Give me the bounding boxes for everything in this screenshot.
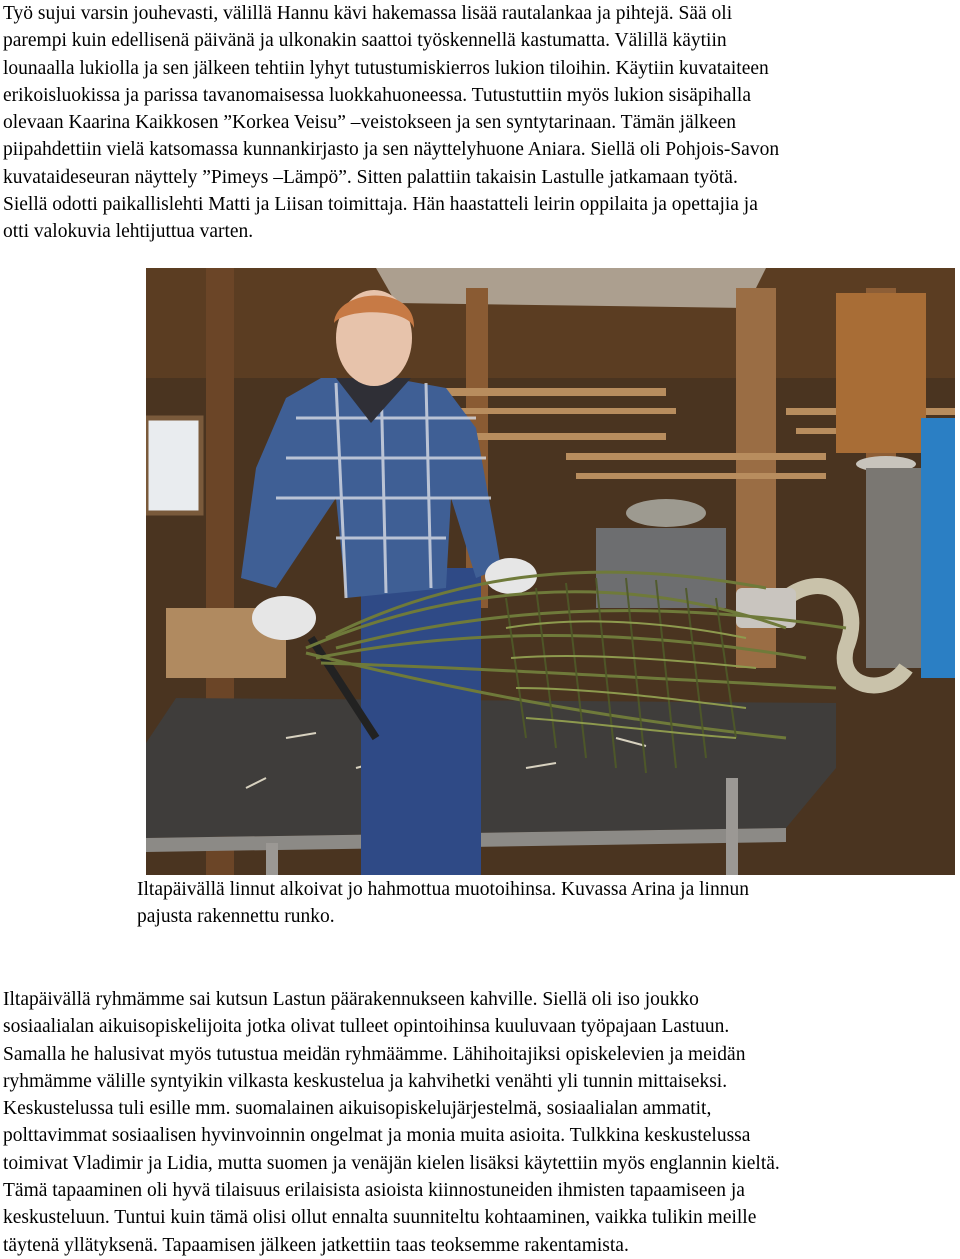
- text-line: keskusteluun. Tuntui kuin tämä olisi ollut ennalta suunniteltu kohtaaminen, vaikka tulikin meille: [3, 1207, 757, 1229]
- text-line: Iltapäivällä ryhmämme sai kutsun Lastun päärakennukseen kahville. Siellä oli iso joukko: [3, 989, 699, 1010]
- text-line: Samalla he halusivat myös tutustua meidän ryhmäämme. Lähihoitajiksi opiskelevien ja meidän: [3, 1043, 746, 1065]
- text-line: Siellä odotti paikallislehti Matti ja Liisan toimittaja. Hän haastatteli leirin oppilaita ja opettajia ja: [3, 194, 758, 216]
- text-line: polttavimmat sosiaalisen hyvinvoinnin ongelmat ja monia muita asioita. Tulkkina keskustelussa: [3, 1125, 751, 1147]
- text-line: otti valokuvia lehtijuttua varten.: [3, 221, 254, 243]
- text-line: piipahdettiin vielä katsomassa kunnankirjasto ja sen näyttelyhuone Aniara. Siellä oli Pohjois-Savon: [3, 139, 780, 161]
- photo-caption: [137, 876, 937, 931]
- text-line: ryhmämme välille syntyikin vilkasta keskustelua ja kahvihetki venähti yli tunnin mittaiseksi.: [3, 1070, 728, 1092]
- text-line: täytenä yllätyksenä. Tapaamisen jälkeen jatkettiin taas teoksemme rakentamista.: [3, 1234, 629, 1256]
- workshop-photo: [146, 268, 955, 875]
- text-line: erikoisluokissa ja parissa tavanomaisessa luokkahuoneessa. Tutustuttiin myös lukion sisäpihalla: [3, 84, 751, 106]
- paragraph-afternoon: [3, 986, 953, 1259]
- text-line: olevaan Kaarina Kaikkosen ”Korkea Veisu” –veistokseen ja sen syntytarinaan. Tämän jälkeen: [3, 112, 736, 134]
- paragraph-intro: [3, 0, 953, 246]
- text-line: lounaalla lukiolla ja sen jälkeen tehtiin lyhyt tutustumiskierros lukion tiloihin. Käytiin kuvataiteen: [3, 57, 769, 79]
- text-line: Tämä tapaaminen oli hyvä tilaisuus erilaisista asioista kiinnostuneiden ihmisten tapaamiseen ja: [3, 1180, 745, 1202]
- text-line: Keskustelussa tuli esille mm. suomalainen aikuisopiskelujärjestelmä, sosiaalialan ammatit,: [3, 1098, 712, 1120]
- text-line: toimivat Vladimir ja Lidia, mutta suomen ja venäjän kielen lisäksi käytettiin myös englannin kieltä.: [3, 1152, 780, 1174]
- text-line: sosiaalialan aikuisopiskelijoita jotka olivat tulleet opintoihinsa kuuluvaan työpajaan Lastuun.: [3, 1016, 730, 1038]
- caption-line: Iltapäivällä linnut alkoivat jo hahmottua muotoihinsa. Kuvassa Arina ja linnun: [137, 879, 749, 900]
- caption-line: pajusta rakennettu runko.: [137, 906, 335, 928]
- text-line: parempi kuin edellisenä päivänä ja ulkonakin saattoi työskennellä kastumatta. Välillä käytiin: [3, 30, 727, 52]
- text-line: Työ sujui varsin jouhevasti, välillä Hannu kävi hakemassa lisää rautalankaa ja pihtejä. Sää oli: [3, 3, 733, 24]
- text-line: kuvataideseuran näyttely ”Pimeys –Lämpö”. Sitten palattiin takaisin Lastulle jatkamaan työtä.: [3, 166, 738, 188]
